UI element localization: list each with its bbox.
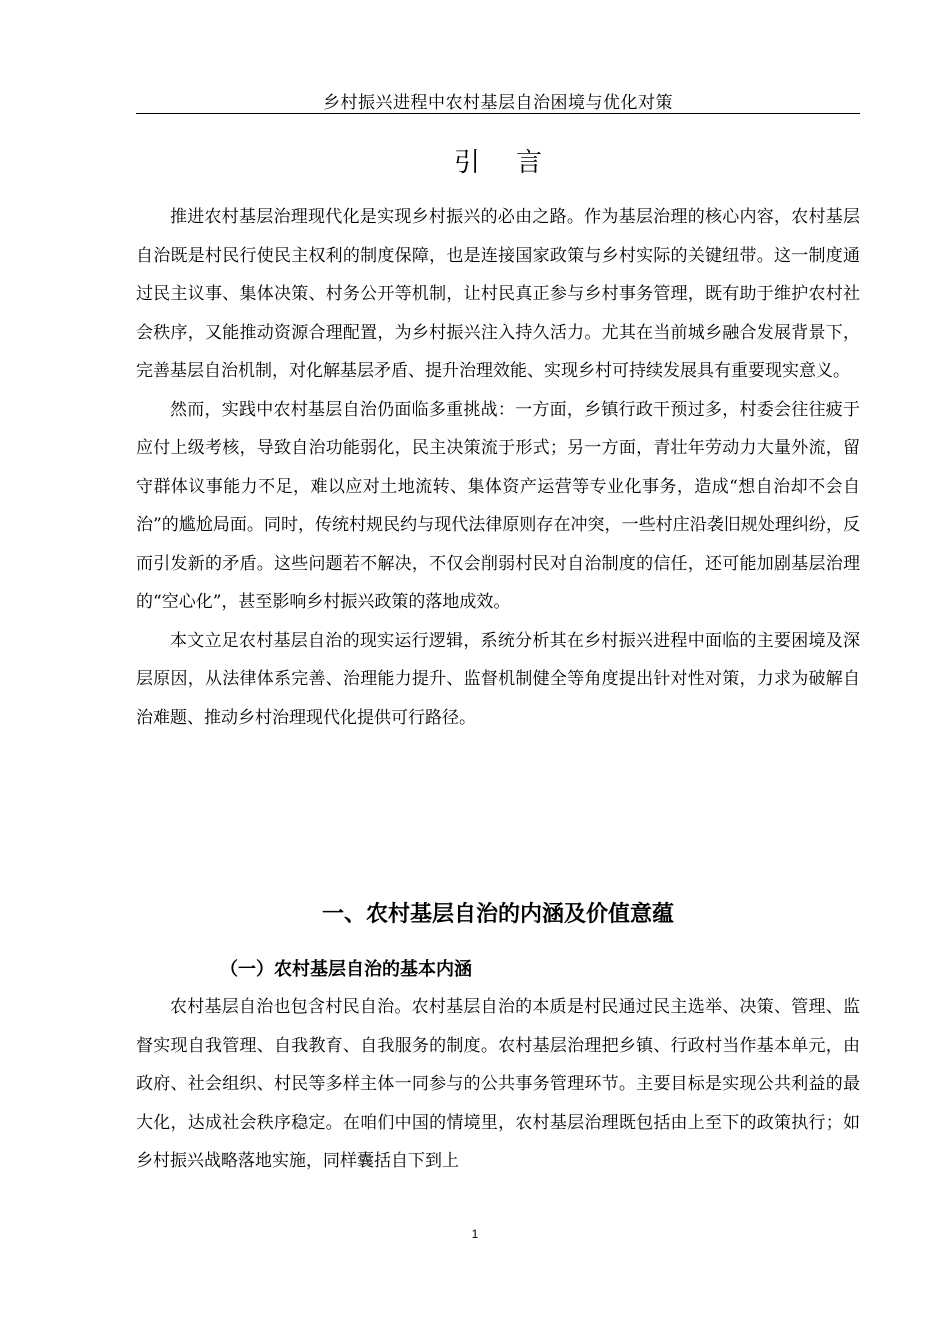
intro-paragraph-3: 本文立足农村基层自治的现实运行逻辑，系统分析其在乡村振兴进程中面临的主要困境及深层原因，从法律体系完善、治理能力提升、监督机制健全等角度提出针对性对策，力求为破解自治难题、推动乡村治理现代化提供可行路径。 <box>136 630 860 728</box>
page-number: 1 <box>471 1227 479 1241</box>
running-header: 乡村振兴进程中农村基层自治困境与优化对策 <box>323 93 673 113</box>
subsection-heading: （一）农村基层自治的基本内涵 <box>220 959 472 980</box>
intro-paragraph-2: 然而，实践中农村基层自治仍面临多重挑战：一方面，乡镇行政干预过多，村委会往往疲于应付上级考核，导致自治功能弱化，民主决策流于形式；另一方面，青壮年劳动力大量外流，留守群体议事能力不足，难以应对土地流转、集体资产运营等专业化事务，造成“想自治却不会自治”的尴尬局面。同时，传统村规民约与现代法律原则存在冲突，一些村庄沿袭旧规处理纠纷，反而引发新的矛盾。这些问题若不解决，不仅会削弱村民对自治制度的信任，还可能加剧基层治理的“空心化”，甚至影响乡村振兴政策的落地成效。 <box>136 399 860 612</box>
section1-paragraph-1: 农村基层自治也包含村民自治。农村基层自治的本质是村民通过民主选举、决策、管理、监督实现自我管理、自我教育、自我服务的制度。农村基层治理把乡镇、行政村当作基本单元，由政府、社会组织、村民等多样主体一同参与的公共事务管理环节。主要目标是实现公共利益的最大化，达成社会秩序稳定。在咱们中国的情境里，农村基层治理既包括由上至下的政策执行；如乡村振兴战略落地实施，同样囊括自下到上 <box>136 997 860 1171</box>
section-heading: 一、农村基层自治的内涵及价值意蕴 <box>321 902 674 927</box>
intro-paragraph-1: 推进农村基层治理现代化是实现乡村振兴的必由之路。作为基层治理的核心内容，农村基层自治既是村民行使民主权利的制度保障，也是连接国家政策与乡村实际的关键纽带。这一制度通过民主议事、集体决策、村务公开等机制，让村民真正参与乡村事务管理，既有助于维护农村社会秩序，又能推动资源合理配置，为乡村振兴注入持久活力。尤其在当前城乡融合发展背景下，完善基层自治机制，对化解基层矛盾、提升治理效能、实现乡村可持续发展具有重要现实意义。 <box>136 207 860 381</box>
header-rule <box>136 113 860 114</box>
section1-body <box>136 988 860 1181</box>
intro-body <box>136 198 860 737</box>
intro-title: 引言 <box>453 148 578 178</box>
